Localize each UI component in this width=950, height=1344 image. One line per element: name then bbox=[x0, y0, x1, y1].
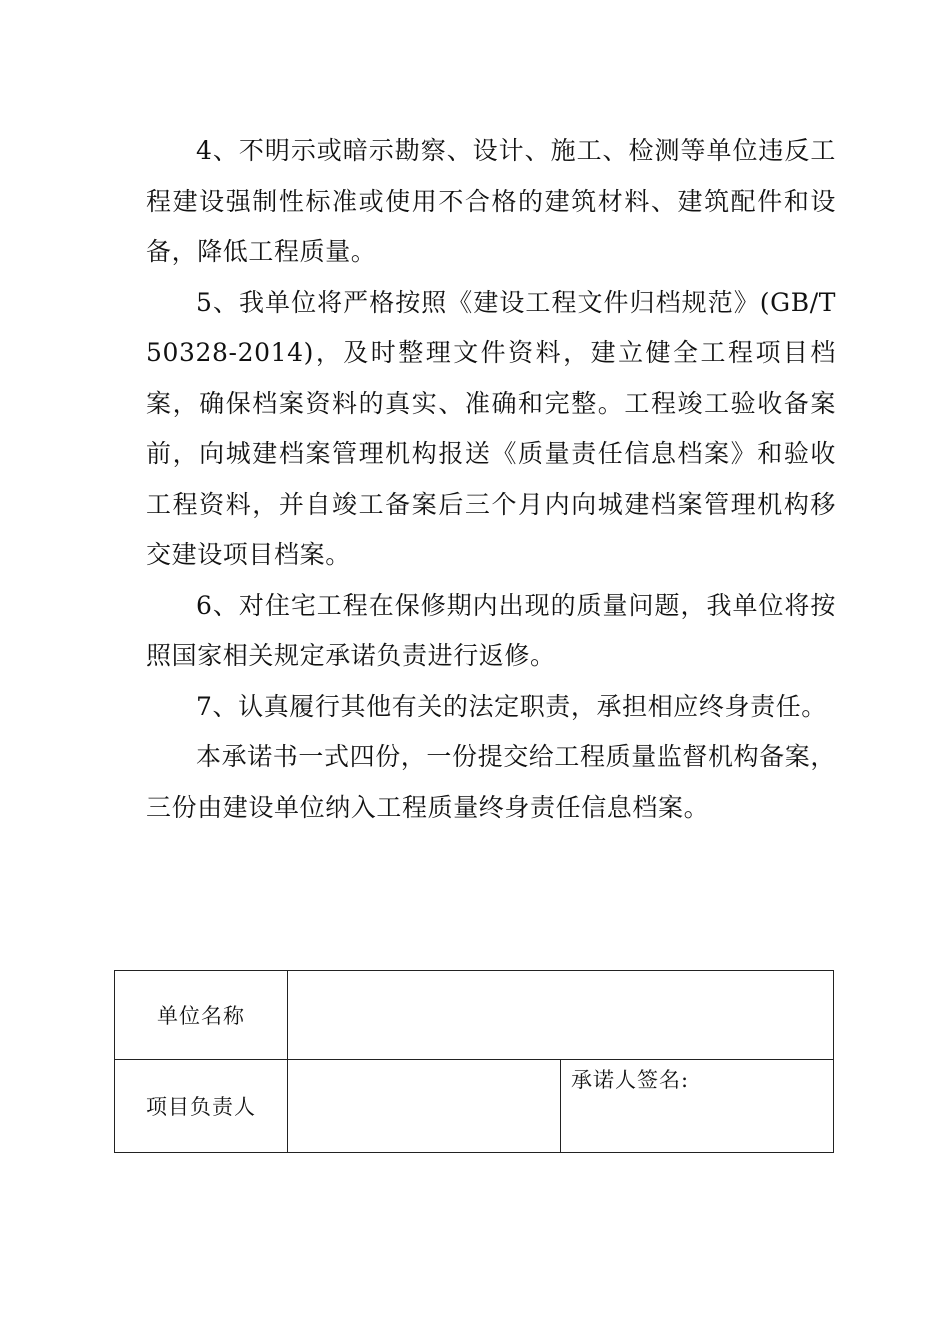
signature-label: 承诺人签名: bbox=[571, 1068, 690, 1092]
clause-5: 5、我单位将严格按照《建设工程文件归档规范》(GB/T50328-2014)，及时整理文件资料，建立健全工程项目档案，确保档案资料的真实、准确和完整。工程竣工验收备案前，向城建档案管理机构报送《质量责任信息档案》和验收工程资料，并自竣工备案后三个月内向城建档案管理机构移交建设项目档案。 bbox=[146, 287, 836, 569]
signature-field[interactable] bbox=[561, 1060, 834, 1153]
unit-name-field[interactable] bbox=[288, 971, 834, 1060]
signature-table bbox=[114, 970, 834, 1153]
unit-name-label: 单位名称 bbox=[115, 971, 288, 1060]
unit-name-row bbox=[115, 971, 834, 1060]
clause-4: 4、不明示或暗示勘察、设计、施工、检测等单位违反工程建设强制性标准或使用不合格的建筑材料、建筑配件和设备，降低工程质量。 bbox=[146, 136, 836, 266]
project-leader-field[interactable] bbox=[288, 1060, 561, 1153]
project-leader-row bbox=[115, 1060, 834, 1153]
clause-6: 6、对住宅工程在保修期内出现的质量问题，我单位将按照国家相关规定承诺负责进行返修。 bbox=[146, 590, 836, 670]
copies-statement: 本承诺书一式四份，一份提交给工程质量监督机构备案，三份由建设单位纳入工程质量终身责任信息档案。 bbox=[146, 742, 837, 822]
clause-7: 7、认真履行其他有关的法定职责，承担相应终身责任。 bbox=[196, 691, 827, 721]
project-leader-label: 项目负责人 bbox=[115, 1060, 288, 1153]
commitment-body bbox=[146, 126, 836, 833]
